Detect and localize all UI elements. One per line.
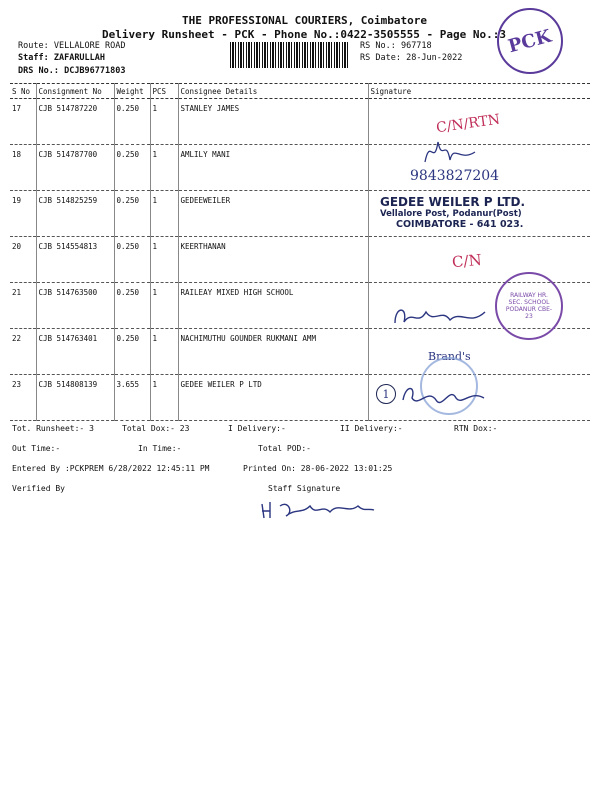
row19-stamp-line3: COIMBATORE - 641 023. xyxy=(396,219,524,230)
cell-consignee: GEDEE WEILER P LTD xyxy=(178,375,368,421)
cell-consignment: CJB 514787700 xyxy=(36,145,114,191)
row18-scribble xyxy=(420,132,480,172)
rs-date-label: RS Date: xyxy=(360,53,401,63)
company-title: THE PROFESSIONAL COURIERS, Coimbatore xyxy=(182,14,428,27)
col-consignee: Consignee Details xyxy=(178,84,368,99)
cell-weight: 0.250 xyxy=(114,329,150,375)
cell-consignment: CJB 514787220 xyxy=(36,99,114,145)
col-signature: Signature xyxy=(368,84,590,99)
cell-consignment: CJB 514825259 xyxy=(36,191,114,237)
cell-consignment: CJB 514808139 xyxy=(36,375,114,421)
cell-consignee: AMLILY MANI xyxy=(178,145,368,191)
entered-by: Entered By :PCKPREM 6/28/2022 12:45:11 PM xyxy=(12,464,210,473)
row19-company-stamp xyxy=(380,195,525,230)
cell-consignee: RAILEAY MIXED HIGH SCHOOL xyxy=(178,283,368,329)
staff-row xyxy=(18,53,105,63)
table-row xyxy=(10,237,590,283)
row19-stamp-line2: Vellalore Post, Podanur(Post) xyxy=(380,209,522,219)
col-weight: Weight xyxy=(114,84,150,99)
cell-pcs: 1 xyxy=(150,237,178,283)
staff-value: ZAFARULLAH xyxy=(53,53,106,63)
tot-runsheet: Tot. Runsheet:- 3 xyxy=(12,424,94,433)
table-row xyxy=(10,329,590,375)
in-time: In Time:- xyxy=(138,444,182,453)
staff-signature-label: Staff Signature xyxy=(268,484,341,493)
cell-sno: 23 xyxy=(10,375,36,421)
cell-pcs: 1 xyxy=(150,283,178,329)
row21-stamp-text: RAILWAY HR. SEC. SCHOOL PODANUR CBE-23 xyxy=(505,292,553,320)
route-label: Route: xyxy=(18,41,49,51)
staff-signature xyxy=(258,494,378,524)
cell-consignee: NACHIMUTHU GOUNDER RUKMANI AMM xyxy=(178,329,368,375)
cell-weight: 0.250 xyxy=(114,145,150,191)
cell-consignment: CJB 514554813 xyxy=(36,237,114,283)
table-row xyxy=(10,375,590,421)
row21-signature xyxy=(390,298,500,334)
rs-date-value: 28-Jun-2022 xyxy=(406,53,463,63)
runsheet-table xyxy=(10,83,590,421)
row20-cn: C/N xyxy=(451,250,483,272)
row19-stamp-line1: GEDEE WEILER P LTD. xyxy=(380,195,526,209)
col-consignment: Consignment No xyxy=(36,84,114,99)
table-row xyxy=(10,99,590,145)
pck-stamp-text: PCK xyxy=(506,25,554,57)
cell-weight: 0.250 xyxy=(114,99,150,145)
row18-phone: 9843827204 xyxy=(410,168,500,184)
staff-label: Staff: xyxy=(18,53,49,63)
route-value: VELLALORE ROAD xyxy=(53,41,126,51)
cell-sno: 18 xyxy=(10,145,36,191)
rs-no-value: 967718 xyxy=(400,41,432,51)
cell-consignment: CJB 514763401 xyxy=(36,329,114,375)
cell-sno: 17 xyxy=(10,99,36,145)
total-pod: Total POD:- xyxy=(258,444,311,453)
cell-consignment: CJB 514763500 xyxy=(36,283,114,329)
cell-pcs: 1 xyxy=(150,99,178,145)
cell-consignee: KEERTHANAN xyxy=(178,237,368,283)
row23-signature xyxy=(398,380,488,412)
cell-weight: 0.250 xyxy=(114,237,150,283)
cell-pcs: 1 xyxy=(150,191,178,237)
row23-mark-text: 1 xyxy=(382,387,390,401)
runsheet-title: Delivery Runsheet - PCK - Phone No.:0422-3505555 - Page No.:3 xyxy=(102,28,506,41)
printed-on: Printed On: 28-06-2022 13:01:25 xyxy=(243,464,393,473)
col-sno: S No xyxy=(10,84,36,99)
cell-consignee: STANLEY JAMES xyxy=(178,99,368,145)
drs-value: DCJB96771803 xyxy=(64,66,126,76)
rs-no-row xyxy=(360,41,432,51)
verified-by: Verified By xyxy=(12,484,65,493)
barcode xyxy=(230,42,350,68)
out-time: Out Time:- xyxy=(12,444,61,453)
cell-pcs: 1 xyxy=(150,329,178,375)
cell-signature xyxy=(368,329,590,375)
table-header-row xyxy=(10,84,590,99)
cell-pcs: 1 xyxy=(150,375,178,421)
pck-stamp xyxy=(497,8,563,74)
cell-sno: 22 xyxy=(10,329,36,375)
cell-pcs: 1 xyxy=(150,145,178,191)
rs-date-row xyxy=(360,53,462,63)
row22-note: Brand's xyxy=(428,350,471,363)
drs-label: DRS No.: xyxy=(18,66,59,76)
cell-weight: 0.250 xyxy=(114,191,150,237)
table-row xyxy=(10,145,590,191)
total-dox: Total Dox:- 23 xyxy=(122,424,190,433)
cell-sno: 21 xyxy=(10,283,36,329)
rs-no-label: RS No.: xyxy=(360,41,396,51)
cell-consignee: GEDEEWEILER xyxy=(178,191,368,237)
i-delivery: I Delivery:- xyxy=(228,424,286,433)
row17-cn-rtn: C/N/RTN xyxy=(435,111,502,137)
cell-sno: 19 xyxy=(10,191,36,237)
ii-delivery: II Delivery:- xyxy=(340,424,403,433)
cell-weight: 0.250 xyxy=(114,283,150,329)
cell-sno: 20 xyxy=(10,237,36,283)
drs-row xyxy=(18,66,126,76)
rtn-dox: RTN Dox:- xyxy=(454,424,498,433)
row21-school-stamp xyxy=(495,272,563,340)
cell-weight: 3.655 xyxy=(114,375,150,421)
route-row xyxy=(18,41,126,51)
col-pcs: PCS xyxy=(150,84,178,99)
row23-circled-mark xyxy=(376,384,396,404)
